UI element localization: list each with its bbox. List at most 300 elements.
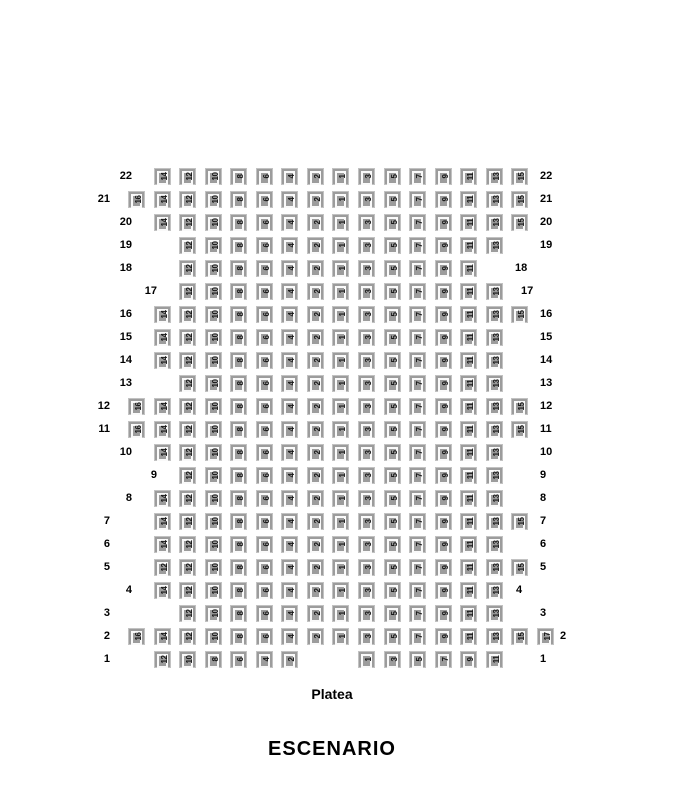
seat[interactable] [358, 283, 375, 300]
seat[interactable] [256, 490, 273, 507]
seat[interactable] [281, 467, 298, 484]
seat[interactable] [205, 375, 222, 392]
seat[interactable] [384, 467, 401, 484]
seat[interactable] [205, 329, 222, 346]
seat[interactable] [435, 559, 452, 576]
seat[interactable] [358, 513, 375, 530]
seat[interactable] [307, 375, 324, 392]
seat[interactable] [332, 329, 349, 346]
seat[interactable] [435, 329, 452, 346]
seat[interactable] [358, 490, 375, 507]
seat[interactable] [332, 467, 349, 484]
seat[interactable] [409, 375, 426, 392]
seat[interactable] [230, 237, 247, 254]
seat[interactable] [332, 605, 349, 622]
seat[interactable] [307, 628, 324, 645]
seat[interactable] [332, 352, 349, 369]
seat[interactable] [205, 444, 222, 461]
seat[interactable] [230, 352, 247, 369]
seat[interactable] [179, 329, 196, 346]
seat[interactable] [435, 513, 452, 530]
seat[interactable] [486, 559, 503, 576]
seat[interactable] [460, 628, 477, 645]
seat[interactable] [332, 444, 349, 461]
seat[interactable] [409, 283, 426, 300]
seat[interactable] [307, 444, 324, 461]
seat[interactable] [230, 329, 247, 346]
seat[interactable] [230, 260, 247, 277]
seat[interactable] [384, 375, 401, 392]
seat[interactable] [435, 260, 452, 277]
seat[interactable] [332, 582, 349, 599]
seat[interactable] [230, 582, 247, 599]
seat[interactable] [205, 168, 222, 185]
seat[interactable] [154, 329, 171, 346]
seat[interactable] [179, 421, 196, 438]
seat[interactable] [205, 352, 222, 369]
seat[interactable] [358, 306, 375, 323]
seat[interactable] [230, 375, 247, 392]
seat[interactable] [307, 329, 324, 346]
seat[interactable] [307, 582, 324, 599]
seat[interactable] [384, 237, 401, 254]
seat[interactable] [384, 628, 401, 645]
seat[interactable] [435, 214, 452, 231]
seat[interactable] [409, 559, 426, 576]
seat[interactable] [460, 605, 477, 622]
seat[interactable] [486, 467, 503, 484]
seat[interactable] [511, 398, 528, 415]
seat[interactable] [281, 237, 298, 254]
seat[interactable] [154, 168, 171, 185]
seat[interactable] [435, 352, 452, 369]
seat[interactable] [332, 168, 349, 185]
seat[interactable] [154, 352, 171, 369]
seat[interactable] [384, 168, 401, 185]
seat[interactable] [230, 168, 247, 185]
seat[interactable] [179, 283, 196, 300]
seat[interactable] [281, 421, 298, 438]
seat[interactable] [358, 214, 375, 231]
seat[interactable] [409, 237, 426, 254]
seat[interactable] [256, 421, 273, 438]
seat[interactable] [435, 283, 452, 300]
seat[interactable] [460, 559, 477, 576]
seat[interactable] [154, 513, 171, 530]
seat[interactable] [307, 421, 324, 438]
seat[interactable] [384, 352, 401, 369]
seat[interactable] [358, 628, 375, 645]
seat[interactable] [179, 582, 196, 599]
seat[interactable] [435, 168, 452, 185]
seat[interactable] [486, 490, 503, 507]
seat[interactable] [179, 214, 196, 231]
seat[interactable] [486, 513, 503, 530]
seat[interactable] [460, 283, 477, 300]
seat[interactable] [384, 536, 401, 553]
seat[interactable] [179, 444, 196, 461]
seat[interactable] [307, 536, 324, 553]
seat[interactable] [486, 352, 503, 369]
seat[interactable] [358, 559, 375, 576]
seat[interactable] [281, 628, 298, 645]
seat[interactable] [358, 352, 375, 369]
seat[interactable] [358, 168, 375, 185]
seat[interactable] [307, 490, 324, 507]
seat[interactable] [256, 513, 273, 530]
seat[interactable] [230, 421, 247, 438]
seat[interactable] [486, 329, 503, 346]
seat[interactable] [230, 651, 247, 668]
seat[interactable] [179, 536, 196, 553]
seat[interactable] [358, 605, 375, 622]
seat[interactable] [179, 467, 196, 484]
seat[interactable] [384, 260, 401, 277]
seat[interactable] [154, 306, 171, 323]
seat[interactable] [307, 559, 324, 576]
seat[interactable] [409, 329, 426, 346]
seat[interactable] [384, 329, 401, 346]
seat[interactable] [332, 490, 349, 507]
seat[interactable] [230, 490, 247, 507]
seat[interactable] [358, 329, 375, 346]
seat[interactable] [486, 375, 503, 392]
seat[interactable] [154, 214, 171, 231]
seat[interactable] [511, 513, 528, 530]
seat[interactable] [256, 260, 273, 277]
seat[interactable] [281, 444, 298, 461]
seat[interactable] [128, 191, 145, 208]
seat[interactable] [179, 605, 196, 622]
seat[interactable] [230, 444, 247, 461]
seat[interactable] [154, 398, 171, 415]
seat[interactable] [179, 191, 196, 208]
seat[interactable] [179, 168, 196, 185]
seat[interactable] [358, 237, 375, 254]
seat[interactable] [435, 444, 452, 461]
seat[interactable] [281, 536, 298, 553]
seat[interactable] [486, 582, 503, 599]
seat[interactable] [460, 191, 477, 208]
seat[interactable] [307, 306, 324, 323]
seat[interactable] [205, 513, 222, 530]
seat[interactable] [307, 237, 324, 254]
seat[interactable] [384, 283, 401, 300]
seat[interactable] [486, 421, 503, 438]
seat[interactable] [435, 306, 452, 323]
seat[interactable] [154, 421, 171, 438]
seat[interactable] [435, 467, 452, 484]
seat[interactable] [511, 559, 528, 576]
seat[interactable] [409, 444, 426, 461]
seat[interactable] [460, 467, 477, 484]
seat[interactable] [332, 513, 349, 530]
seat[interactable] [205, 260, 222, 277]
seat[interactable] [256, 628, 273, 645]
seat[interactable] [486, 398, 503, 415]
seat[interactable] [256, 214, 273, 231]
seat[interactable] [154, 536, 171, 553]
seat[interactable] [307, 605, 324, 622]
seat[interactable] [435, 651, 452, 668]
seat[interactable] [154, 490, 171, 507]
seat[interactable] [205, 283, 222, 300]
seat[interactable] [435, 237, 452, 254]
seat[interactable] [332, 375, 349, 392]
seat[interactable] [384, 490, 401, 507]
seat[interactable] [409, 352, 426, 369]
seat[interactable] [179, 237, 196, 254]
seat[interactable] [230, 467, 247, 484]
seat[interactable] [409, 191, 426, 208]
seat[interactable] [332, 536, 349, 553]
seat[interactable] [179, 306, 196, 323]
seat[interactable] [409, 398, 426, 415]
seat[interactable] [486, 605, 503, 622]
seat[interactable] [281, 191, 298, 208]
seat[interactable] [358, 444, 375, 461]
seat[interactable] [511, 214, 528, 231]
seat[interactable] [511, 421, 528, 438]
seat[interactable] [409, 582, 426, 599]
seat[interactable] [230, 214, 247, 231]
seat[interactable] [460, 306, 477, 323]
seat[interactable] [460, 651, 477, 668]
seat[interactable] [460, 582, 477, 599]
seat[interactable] [307, 168, 324, 185]
seat[interactable] [332, 283, 349, 300]
seat[interactable] [384, 191, 401, 208]
seat[interactable] [281, 398, 298, 415]
seat[interactable] [409, 421, 426, 438]
seat[interactable] [486, 651, 503, 668]
seat[interactable] [230, 628, 247, 645]
seat[interactable] [281, 513, 298, 530]
seat[interactable] [358, 582, 375, 599]
seat[interactable] [179, 559, 196, 576]
seat[interactable] [179, 375, 196, 392]
seat[interactable] [179, 260, 196, 277]
seat[interactable] [332, 214, 349, 231]
seat[interactable] [179, 490, 196, 507]
seat[interactable] [256, 375, 273, 392]
seat[interactable] [256, 352, 273, 369]
seat[interactable] [384, 605, 401, 622]
seat[interactable] [256, 283, 273, 300]
seat[interactable] [435, 375, 452, 392]
seat[interactable] [256, 191, 273, 208]
seat[interactable] [460, 490, 477, 507]
seat[interactable] [307, 352, 324, 369]
seat[interactable] [409, 513, 426, 530]
seat[interactable] [460, 375, 477, 392]
seat[interactable] [384, 582, 401, 599]
seat[interactable] [307, 283, 324, 300]
seat[interactable] [384, 513, 401, 530]
seat[interactable] [384, 421, 401, 438]
seat[interactable] [460, 398, 477, 415]
seat[interactable] [256, 605, 273, 622]
seat[interactable] [409, 467, 426, 484]
seat[interactable] [230, 191, 247, 208]
seat[interactable] [230, 605, 247, 622]
seat[interactable] [307, 260, 324, 277]
seat[interactable] [511, 191, 528, 208]
seat[interactable] [205, 191, 222, 208]
seat[interactable] [230, 559, 247, 576]
seat[interactable] [205, 536, 222, 553]
seat[interactable] [154, 444, 171, 461]
seat[interactable] [486, 306, 503, 323]
seat[interactable] [205, 398, 222, 415]
seat[interactable] [486, 628, 503, 645]
seat[interactable] [409, 168, 426, 185]
seat[interactable] [230, 306, 247, 323]
seat[interactable] [409, 214, 426, 231]
seat[interactable] [332, 306, 349, 323]
seat[interactable] [460, 237, 477, 254]
seat[interactable] [358, 421, 375, 438]
seat[interactable] [486, 168, 503, 185]
seat[interactable] [154, 191, 171, 208]
seat[interactable] [205, 628, 222, 645]
seat[interactable] [358, 467, 375, 484]
seat[interactable] [486, 191, 503, 208]
seat[interactable] [409, 260, 426, 277]
seat[interactable] [384, 306, 401, 323]
seat[interactable] [486, 214, 503, 231]
seat[interactable] [128, 628, 145, 645]
seat[interactable] [384, 651, 401, 668]
seat[interactable] [281, 582, 298, 599]
seat[interactable] [460, 536, 477, 553]
seat[interactable] [281, 214, 298, 231]
seat[interactable] [205, 237, 222, 254]
seat[interactable] [486, 536, 503, 553]
seat[interactable] [307, 191, 324, 208]
seat[interactable] [230, 536, 247, 553]
seat[interactable] [384, 444, 401, 461]
seat[interactable] [435, 490, 452, 507]
seat[interactable] [307, 398, 324, 415]
seat[interactable] [332, 237, 349, 254]
seat[interactable] [256, 398, 273, 415]
seat[interactable] [486, 283, 503, 300]
seat[interactable] [281, 375, 298, 392]
seat[interactable] [435, 582, 452, 599]
seat[interactable] [358, 191, 375, 208]
seat[interactable] [256, 582, 273, 599]
seat[interactable] [281, 168, 298, 185]
seat[interactable] [460, 214, 477, 231]
seat[interactable] [179, 651, 196, 668]
seat[interactable] [128, 421, 145, 438]
seat[interactable] [205, 559, 222, 576]
seat[interactable] [256, 237, 273, 254]
seat[interactable] [358, 651, 375, 668]
seat[interactable] [281, 559, 298, 576]
seat[interactable] [486, 444, 503, 461]
seat[interactable] [460, 513, 477, 530]
seat[interactable] [281, 651, 298, 668]
seat[interactable] [435, 398, 452, 415]
seat[interactable] [332, 628, 349, 645]
seat[interactable] [409, 306, 426, 323]
seat[interactable] [179, 628, 196, 645]
seat[interactable] [537, 628, 554, 645]
seat[interactable] [154, 582, 171, 599]
seat[interactable] [205, 214, 222, 231]
seat[interactable] [460, 260, 477, 277]
seat[interactable] [332, 421, 349, 438]
seat[interactable] [256, 306, 273, 323]
seat[interactable] [307, 513, 324, 530]
seat[interactable] [409, 536, 426, 553]
seat[interactable] [511, 306, 528, 323]
seat[interactable] [256, 444, 273, 461]
seat[interactable] [435, 628, 452, 645]
seat[interactable] [154, 628, 171, 645]
seat[interactable] [205, 467, 222, 484]
seat[interactable] [256, 536, 273, 553]
seat[interactable] [460, 444, 477, 461]
seat[interactable] [435, 536, 452, 553]
seat[interactable] [281, 283, 298, 300]
seat[interactable] [179, 352, 196, 369]
seat[interactable] [128, 398, 145, 415]
seat[interactable] [205, 605, 222, 622]
seat[interactable] [256, 651, 273, 668]
seat[interactable] [435, 605, 452, 622]
seat[interactable] [256, 559, 273, 576]
seat[interactable] [460, 168, 477, 185]
seat[interactable] [256, 329, 273, 346]
seat[interactable] [256, 168, 273, 185]
seat[interactable] [384, 214, 401, 231]
seat[interactable] [154, 651, 171, 668]
seat[interactable] [281, 605, 298, 622]
seat[interactable] [307, 214, 324, 231]
seat[interactable] [332, 191, 349, 208]
seat[interactable] [281, 490, 298, 507]
seat[interactable] [205, 490, 222, 507]
seat[interactable] [358, 260, 375, 277]
seat[interactable] [409, 490, 426, 507]
seat[interactable] [332, 559, 349, 576]
seat[interactable] [230, 513, 247, 530]
seat[interactable] [486, 237, 503, 254]
seat[interactable] [179, 398, 196, 415]
seat[interactable] [409, 605, 426, 622]
seat[interactable] [409, 651, 426, 668]
seat[interactable] [205, 651, 222, 668]
seat[interactable] [281, 260, 298, 277]
seat[interactable] [281, 306, 298, 323]
seat[interactable] [460, 329, 477, 346]
seat[interactable] [332, 398, 349, 415]
seat[interactable] [332, 260, 349, 277]
seat[interactable] [358, 536, 375, 553]
seat[interactable] [230, 398, 247, 415]
seat[interactable] [511, 168, 528, 185]
seat[interactable] [307, 467, 324, 484]
seat[interactable] [435, 421, 452, 438]
seat[interactable] [230, 283, 247, 300]
seat[interactable] [460, 352, 477, 369]
seat[interactable] [358, 375, 375, 392]
seat[interactable] [409, 628, 426, 645]
seat[interactable] [205, 306, 222, 323]
